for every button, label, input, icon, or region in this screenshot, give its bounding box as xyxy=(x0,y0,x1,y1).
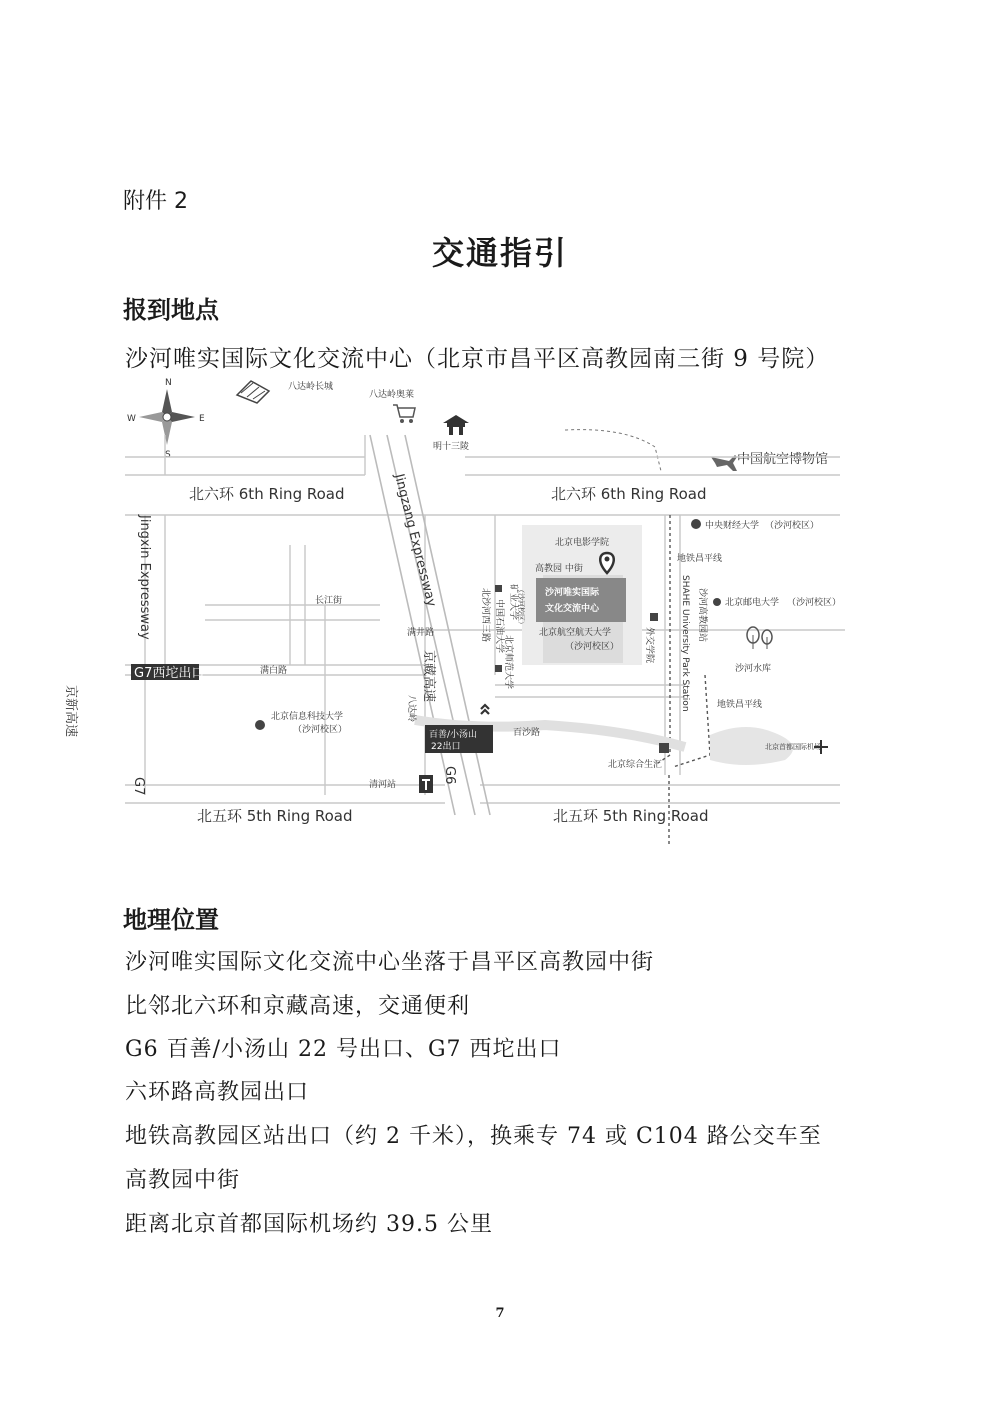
station-vertical-label: 沙河高教园站 xyxy=(697,588,707,643)
compass-rose-icon xyxy=(127,378,205,460)
g6-label: G6 xyxy=(442,766,457,785)
ring6-right: 北六环 6th Ring Road xyxy=(551,485,707,503)
ring5-right: 北五环 5th Ring Road xyxy=(553,807,709,825)
chevron-up-icon xyxy=(481,705,489,714)
geo-line-7: 距离北京首都国际机场约 39.5 公里 xyxy=(125,1212,493,1237)
landmark-bistu: 北京信息科技大学 xyxy=(271,712,344,722)
great-wall-icon xyxy=(237,381,269,403)
mining-campus: （沙河校区） xyxy=(517,586,525,628)
landmark-bupt-campus: （沙河校区） xyxy=(787,598,842,608)
section-heading-location: 报到地点 xyxy=(123,296,219,324)
attachment-label: 附件 2 xyxy=(123,189,188,214)
qinghe-station: 清河站 xyxy=(369,780,397,790)
manjing-rd: 满井路 xyxy=(407,628,435,638)
landmark-film-academy: 北京电影学院 xyxy=(555,538,610,548)
page-number: 7 xyxy=(495,1306,505,1321)
bus-center-marker xyxy=(659,743,669,753)
landmark-great-wall: 八达岭长城 xyxy=(288,382,334,392)
landmark-bistu-campus: （沙河校区） xyxy=(293,725,348,735)
landmark-cufe: 中央财经大学 xyxy=(705,521,760,531)
bnu-label: 北京师范大学 xyxy=(503,635,513,690)
metro-line-label-2: 地铁昌平线 xyxy=(717,700,763,710)
waijiao-label: 外交学院 xyxy=(644,627,654,664)
landmark-aviation-museum: 中国航空博物馆 xyxy=(737,452,829,467)
cufe-marker xyxy=(691,519,701,529)
manbai-rd: 满白路 xyxy=(260,666,288,676)
jingxin-en: Jingxin Expressway xyxy=(137,515,152,640)
landmark-cufe-campus: （沙河校区） xyxy=(765,521,820,531)
ring6-left: 北六环 6th Ring Road xyxy=(189,485,345,503)
landmark-capital-airport: 北京首都国际机场 xyxy=(765,743,821,751)
pagoda-icon xyxy=(443,415,469,435)
landmark-buaa: 北京航空航天大学 xyxy=(539,628,612,638)
g6-exit-label-2: 22出口 xyxy=(431,742,461,752)
geo-line-5: 地铁高教园区站出口（约 2 千米），换乘专 74 或 C104 路公交车至 xyxy=(125,1124,822,1149)
jingzang-cn-label: 京藏高速 xyxy=(421,650,436,703)
geo-line-3: G6 百善/小汤山 22 号出口、G7 西坨出口 xyxy=(125,1037,562,1062)
jingxin-cn-label: 京新高速 xyxy=(63,685,78,738)
waijiao-marker xyxy=(650,613,658,621)
landmark-outlets: 八达岭奥莱 xyxy=(369,390,415,400)
shahe-west-3-label: 北沙河西三路 xyxy=(480,588,490,643)
bistu-marker xyxy=(255,720,265,730)
venue-box xyxy=(536,578,626,622)
landmark-reservoir: 沙河水库 xyxy=(735,664,772,674)
bnu-marker xyxy=(495,665,502,672)
petroleum-label: 中国石油大学 xyxy=(494,599,504,654)
changjiang-st: 长江街 xyxy=(315,596,343,606)
compass-e: E xyxy=(199,414,205,424)
g7-label: G7 xyxy=(131,777,146,796)
geo-line-4: 六环路高教园出口 xyxy=(125,1080,310,1105)
ring5-left: 北五环 5th Ring Road xyxy=(197,807,353,825)
metro-line-label: 地铁昌平线 xyxy=(677,554,723,564)
g7-exit-label: G7西坨出口 xyxy=(134,666,205,681)
landmark-buaa-campus: （沙河校区） xyxy=(565,642,620,652)
venue-name-2: 文化交流中心 xyxy=(545,604,600,614)
bupt-marker xyxy=(713,598,721,606)
train-station-icon xyxy=(419,775,433,793)
mining-label: 矿业大学 xyxy=(508,584,518,621)
page-title: 交通指引 xyxy=(431,234,568,272)
landmark-ming-tombs: 明十三陵 xyxy=(433,442,470,452)
jingzang-expressway xyxy=(370,435,490,815)
compass-n: N xyxy=(165,378,172,388)
geo-line-1: 沙河唯实国际文化交流中心坐落于昌平区高教园中街 xyxy=(125,950,655,975)
landmark-bus-center: 北京综合生汇 xyxy=(608,760,663,770)
venue-address: 沙河唯实国际文化交流中心（北京市昌平区高教园南三街 9 号院） xyxy=(125,346,830,372)
gaojiaoyuan-st: 高教园 中街 xyxy=(535,564,583,574)
geo-line-6: 高教园中街 xyxy=(125,1168,241,1193)
mining-marker xyxy=(495,585,502,592)
compass-s: S xyxy=(165,450,171,460)
traffic-map xyxy=(63,375,842,845)
venue-name-1: 沙河唯实国际 xyxy=(545,588,600,598)
landmark-bupt: 北京邮电大学 xyxy=(725,598,780,608)
shahe-park-station: SHAHE University Park Station xyxy=(680,575,690,712)
g6-exit-label-1: 百善/小汤山 xyxy=(429,730,478,740)
section-heading-geography: 地理位置 xyxy=(123,906,219,934)
shopping-cart-icon xyxy=(393,405,415,423)
geo-line-2: 比邻北六环和京藏高速，交通便利 xyxy=(125,994,471,1019)
jingzang-en: Jingzang Expressway xyxy=(391,472,439,609)
compass-w: W xyxy=(127,414,136,424)
badaling-label: 八达岭 xyxy=(406,695,416,723)
baisha-rd: 百沙路 xyxy=(513,728,541,738)
